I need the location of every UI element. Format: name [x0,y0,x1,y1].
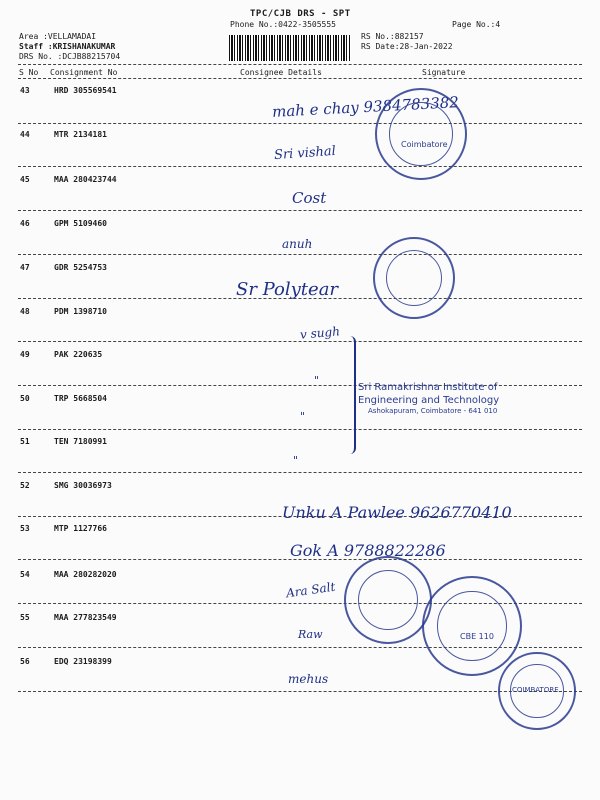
row-sno: 48 [20,307,30,316]
row-divider [18,210,582,211]
company-stamp [375,88,467,180]
stamp-text: Coimbatore [401,140,448,149]
handwritten-signature: Sri vishal [273,143,337,164]
row-sno: 51 [20,437,30,446]
handwritten-signature: mehus [288,672,329,686]
row-consignment: MAA 277823549 [54,613,117,622]
bracket-mark [348,336,356,454]
ditto-mark: " [293,454,299,467]
row-consignment: MTP 1127766 [54,524,107,533]
header-drs-number: DRS No. :DCJB88215704 [19,52,121,61]
stamp-text: CBE 110 [460,632,494,641]
row-consignment: MAA 280423744 [54,175,117,184]
handwritten-signature: Ara Salt [285,579,337,601]
row-sno: 43 [20,86,30,95]
row-consignment: PAK 220635 [54,350,103,359]
row-consignment: PDM 1398710 [54,307,107,316]
handwritten-signature: Raw [298,628,323,641]
institute-stamp-line1: Sri Ramakrishna Institute of [358,382,498,393]
row-consignment: GPM 5109460 [54,219,107,228]
row-consignment: HRD 305569541 [54,86,117,95]
row-divider [18,385,582,386]
row-sno: 47 [20,263,30,272]
header-area: Area :VELLAMADAI [19,32,97,41]
barcode [229,35,351,61]
row-sno: 45 [20,175,30,184]
header-divider [18,64,582,65]
row-divider [18,166,582,167]
row-sno: 55 [20,613,30,622]
row-sno: 54 [20,570,30,579]
header-title: TPC/CJB DRS - SPT [250,9,351,19]
handwritten-signature: mah e chay 9384783382 [271,93,460,121]
row-divider [18,429,582,430]
company-stamp [422,576,522,676]
company-stamp [373,237,455,319]
handwritten-signature: v sugh [299,324,341,342]
handwritten-signature: Gok A 9788822286 [290,541,446,560]
row-sno: 49 [20,350,30,359]
row-consignment: GDR 5254753 [54,263,107,272]
column-header-consignment: Consignment No [50,68,118,77]
header-rs-date: RS Date:28-Jan-2022 [361,42,453,51]
institute-stamp-line2: Engineering and Technology [358,395,500,406]
row-sno: 56 [20,657,30,666]
column-header-divider [18,78,582,79]
stamp-text: COIMBATORE [512,686,559,694]
row-consignment: MAA 280282020 [54,570,117,579]
row-consignment: TEN 7180991 [54,437,107,446]
row-consignment: TRP 5668504 [54,394,107,403]
header-phone: Phone No.:0422-3505555 [230,20,336,29]
company-stamp [344,556,432,644]
handwritten-signature: Unku A Pawlee 9626770410 [282,503,512,522]
handwritten-signature: Sr Polytear [236,279,339,300]
row-divider [18,123,582,124]
institute-stamp-line3: Ashokapuram, Coimbatore - 641 010 [368,407,498,415]
row-sno: 46 [20,219,30,228]
column-header-consignee: Consignee Details [240,68,322,77]
row-sno: 50 [20,394,30,403]
row-consignment: EDQ 23198399 [54,657,112,666]
handwritten-signature: anuh [282,237,313,251]
row-sno: 52 [20,481,30,490]
handwritten-signature: Cost [292,189,327,207]
row-divider [18,472,582,473]
header-rs-number: RS No.:882157 [361,32,424,41]
row-consignment: SMG 30036973 [54,481,112,490]
row-sno: 44 [20,130,30,139]
column-header-sno: S No [19,68,39,77]
header-page-number: Page No.:4 [452,20,501,29]
row-sno: 53 [20,524,30,533]
row-divider [18,254,582,255]
column-header-signature: Signature [422,68,466,77]
header-staff: Staff :KRISHANAKUMAR [19,42,116,51]
ditto-mark: " [314,374,320,387]
row-consignment: MTR 2134181 [54,130,107,139]
ditto-mark: " [300,410,306,423]
